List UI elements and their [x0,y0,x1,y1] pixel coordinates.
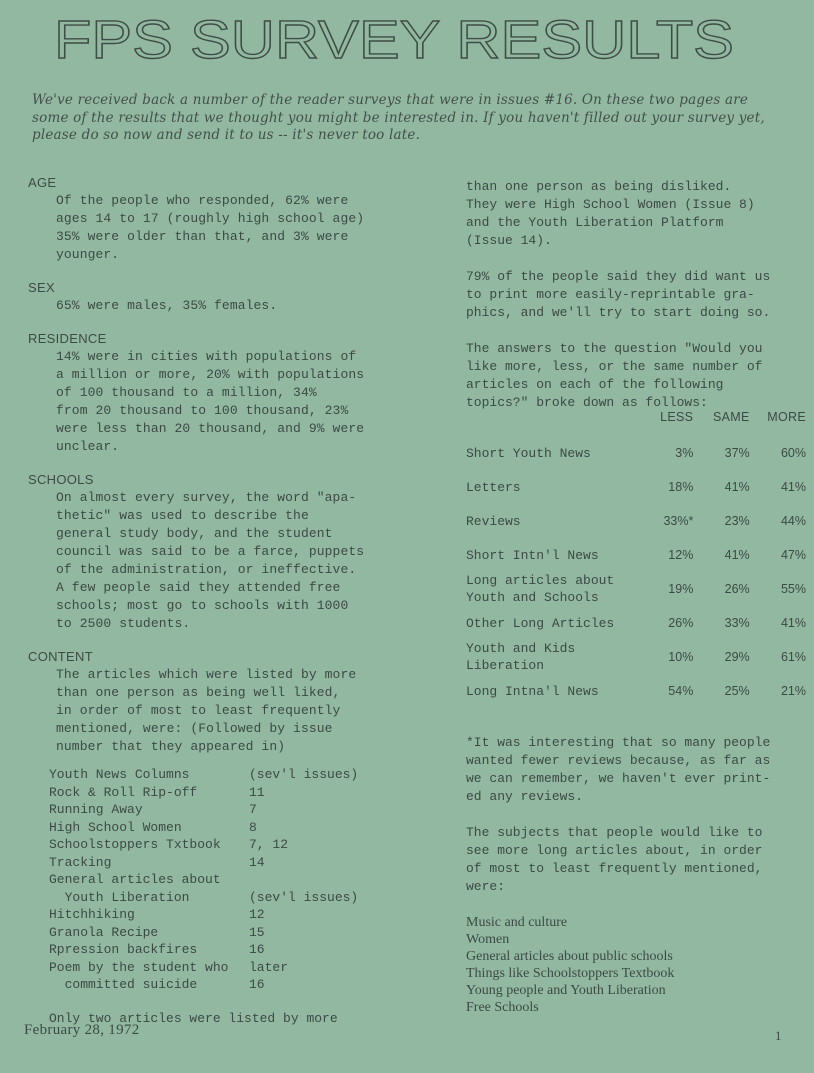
topic-name: Letters [466,479,521,495]
article-issue: 7, 12 [249,837,289,852]
section-schools [28,471,428,633]
article-name: Rpression backfires [49,942,198,957]
section-heading: AGE [28,175,57,190]
list-item [49,766,428,784]
list-item: Free Schools [466,1000,539,1015]
topic-name: Youth and Kids Liberation [466,641,576,673]
article-issue: 7 [249,802,257,817]
outlined-title-lettering [44,4,744,74]
section-body: Of the people who responded, 62% were ages 14 to 17 (roughly high school age) 35% were older than that, and 3% were younger. [56,193,365,262]
table-row [466,504,806,538]
section-heading: SEX [28,280,55,295]
same-value: 29% [724,649,750,664]
more-value: 41% [780,479,806,494]
article-name: Hitchhiking [49,907,135,922]
article-name: Schoolstoppers Txtbook [49,837,221,852]
table-row [466,436,806,470]
section-body: The articles which were listed by more than one person as being well liked, in order of most to least frequently mentioned, were: (Followed by issue number that they appeared in) [56,667,357,754]
topic-name: Long Intna'l News [466,683,599,699]
article-issue: (sev'l issues) [249,767,359,782]
more-column-header: MORE [767,410,806,424]
reviews-footnote: *It was interesting that so many people wanted fewer reviews because, as far as we can remember, we haven't ever print- ed any reviews. [466,735,771,804]
article-issue: 15 [249,924,265,940]
topic-column-header [466,410,637,436]
intro-paragraph: We've received back a number of the reader surveys that were in issues #16. On these two pages are some of the results that we thought you might be interested in. If you haven't filled out your survey yet, please do so now and send it to us -- it's never too late. [32,92,765,143]
article-issue: 12 [249,907,265,922]
list-item [49,906,428,924]
topic-name: Long articles about Youth and Schools [466,573,615,605]
more-value: 47% [780,547,806,562]
article-name: Youth News Columns [49,767,190,782]
article-name: Youth Liberation [49,889,190,905]
list-item: Young people and Youth Liberation [466,983,666,998]
same-value: 23% [724,513,750,528]
less-value: 12% [668,547,694,562]
section-heading: RESIDENCE [28,331,107,346]
article-issue: 16 [249,977,265,992]
table-row [466,572,806,606]
less-column-header: LESS [660,410,694,424]
list-item [49,871,428,889]
more-value: 21% [780,683,806,698]
list-item [49,959,428,977]
article-issue: 11 [249,784,265,800]
page-title [44,4,744,74]
list-item: Things like Schoolstoppers Textbook [466,966,675,981]
table-header-row [466,410,806,436]
less-value: 10% [668,649,694,664]
article-name: Poem by the student who [49,959,229,975]
right-column [466,178,806,1016]
topics-table [466,410,806,708]
continued-text: Only two articles were listed by more [49,1010,338,1026]
section-residence [28,330,428,456]
graphics-paragraph: 79% of the people said they did want us to print more easily-reprintable gra- phics, and we'll try to start doing so. [466,269,771,320]
same-value: 25% [724,683,750,698]
section-sex [28,279,428,315]
section-heading: SCHOOLS [28,472,94,487]
same-value: 41% [724,547,750,562]
section-age [28,174,428,264]
table-row [466,538,806,572]
more-value: 61% [780,649,806,664]
article-issue: 16 [249,942,265,957]
list-item: Women [466,932,510,947]
less-value: 26% [668,615,694,630]
more-value: 44% [780,513,806,528]
section-body: 14% were in cities with populations of a million or more, 20% with populations of 100 thousand to a million, 34% from 20 thousand to 100 thousand, 23% were less than 20 thousand, and 9% were unclear. [56,349,365,454]
same-value: 37% [724,445,750,460]
left-column [28,174,428,1043]
less-value: 54% [668,683,694,698]
section-heading: CONTENT [28,649,93,664]
article-issue: (sev'l issues) [249,889,359,905]
topic-name: Short Youth News [466,445,591,461]
table-row [466,606,806,640]
article-issue: 8 [249,819,257,835]
topic-name: Reviews [466,513,521,529]
list-item [49,889,428,907]
article-name: High School Women [49,819,182,835]
list-item [49,976,428,994]
topic-name: Short Intn'l News [466,547,599,563]
list-item [49,801,428,819]
more-value: 41% [780,615,806,630]
less-value: 18% [668,479,694,494]
disliked-paragraph: than one person as being disliked. They were High School Women (Issue 8) and the Youth Liberation Platform (Issue 14). [466,179,755,248]
list-item [49,784,428,802]
less-value: 33%* [663,513,694,528]
topic-name: Other Long Articles [466,615,615,631]
title-text: FPS SURVEY RESULTS [54,10,734,70]
same-value: 26% [724,581,750,596]
list-item [49,854,428,872]
table-row [466,640,806,674]
page-number: 1 [775,1028,782,1043]
article-issue: later [249,959,289,975]
subjects-list [466,914,806,1016]
liked-articles-list [49,766,428,994]
list-item: General articles about public schools [466,949,673,964]
article-name: Granola Recipe [49,924,159,940]
article-name: Running Away [49,802,143,817]
article-name: Rock & Roll Rip-off [49,784,198,800]
table-row [466,470,806,504]
table-row [466,674,806,708]
more-value: 60% [780,445,806,460]
section-body: 65% were males, 35% females. [56,298,278,313]
list-item [49,924,428,942]
section-body: On almost every survey, the word "apa- thetic" was used to describe the general study body, and the student council was said to be a farce, puppets of the administration, or ineffective. A few people said they attended free schools; most go to schools with 1000 to 2500 students. [56,490,365,631]
less-value: 3% [675,445,694,460]
article-name: committed suicide [49,977,198,992]
same-value: 33% [724,615,750,630]
list-item [49,836,428,854]
less-value: 19% [668,581,694,596]
same-value: 41% [724,479,750,494]
list-item: Music and culture [466,915,568,930]
footer-date: February 28, 1972 [24,1022,140,1038]
subjects-intro: The subjects that people would like to see more long articles about, in order of most to least frequently mentioned, were: [466,825,763,894]
question-paragraph: The answers to the question "Would you like more, less, or the same number of articles on each of the following topics?" broke down as follows: [466,341,763,410]
same-column-header: SAME [713,410,750,424]
article-name: General articles about [49,872,221,887]
list-item [49,819,428,837]
section-content [28,648,428,1028]
list-item [49,941,428,959]
article-issue: 14 [249,854,265,870]
more-value: 55% [780,581,806,596]
article-name: Tracking [49,854,112,870]
